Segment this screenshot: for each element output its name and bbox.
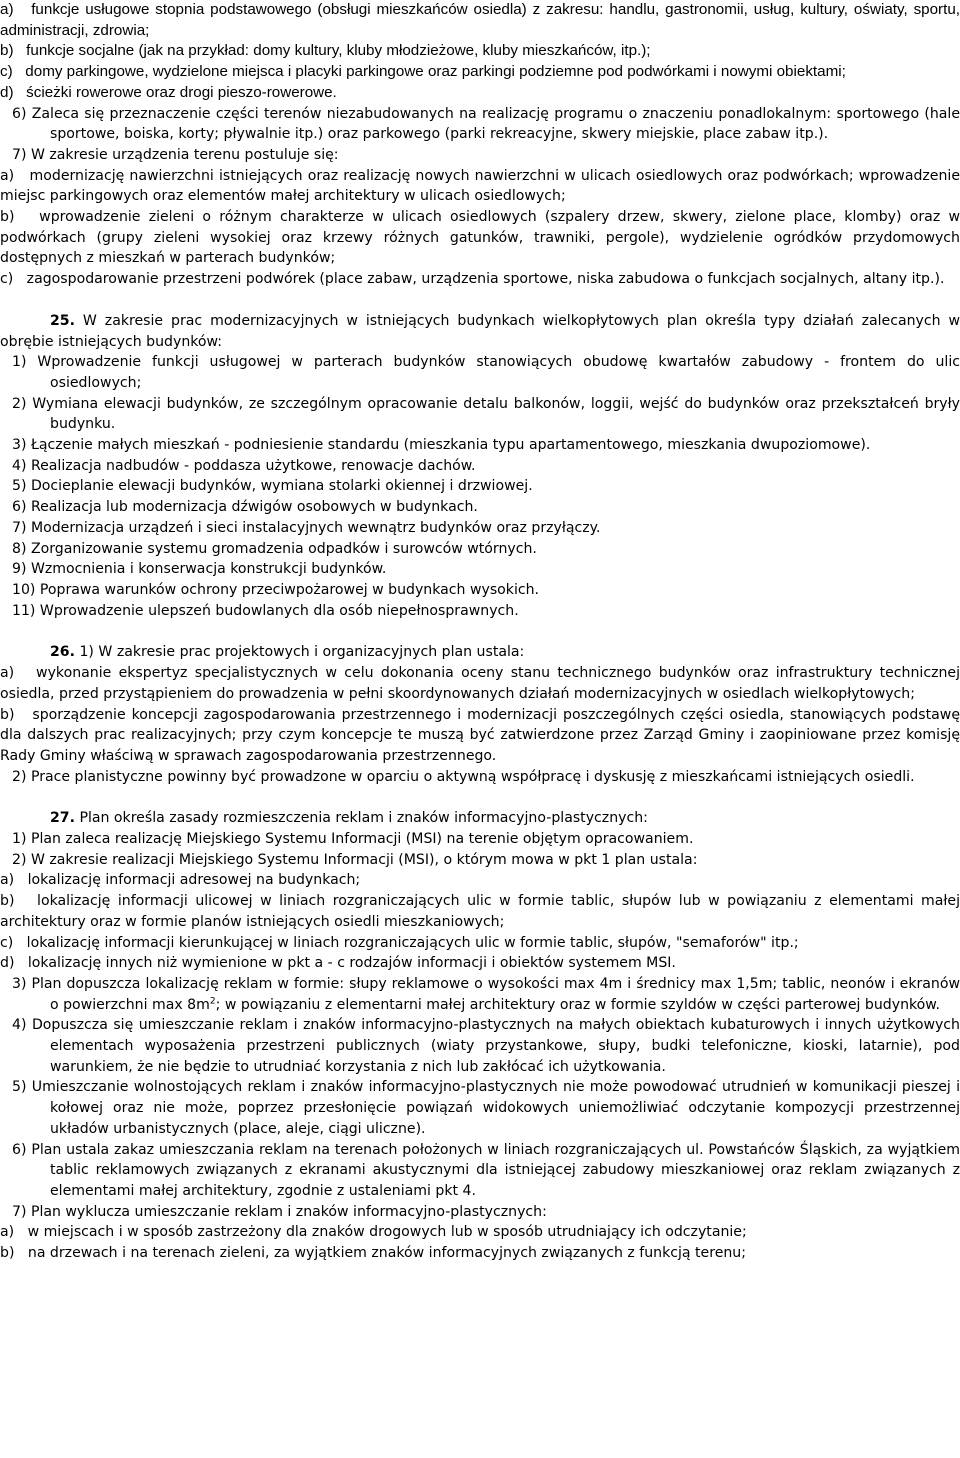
list-item: 2) Prace planistyczne powinny być prowadzone w oparciu o aktywną współpracę i dyskusję z mieszkańcami istniejących osiedli. — [12, 768, 915, 785]
list-item: c) zagospodarowanie przestrzeni podwórek (place zabaw, urządzenia sportowe, niska zabudowa o funkcjach socjalnych, altany itp.). — [0, 271, 945, 288]
item-text: 3) Plan dopuszcza lokalizację reklam w formie: słupy reklamowe o wysokości max 4m i średnicy max 1,5m; tablic, neonów i ekranów o powierzchni max 8m — [12, 975, 960, 1013]
list-item: a) wykonanie ekspertyz specjalistycznych w celu dokonania oceny stanu technicznego budynków oraz infrastruktury technicznej osiedla, przed przystąpieniem do prowadzenia w pełni skoordynowanych działań modernizacyjnych w osiedlach wielkopłytowych; — [0, 665, 960, 702]
item-text: ; w powiązaniu z elementarni małej architektury oraz w formie szyldów w części parterowej budynków. — [215, 996, 940, 1013]
section-25 — [0, 311, 960, 352]
section-number: 25. — [50, 312, 75, 329]
list-item: b) funkcje socjalne (jak na przykład: domy kultury, kluby młodzieżowe, kluby mieszkańców, itp.); — [0, 42, 651, 60]
list-item: 7) Modernizacja urządzeń i sieci instalacyjnych wewnątrz budynków oraz przyłączy. — [12, 519, 601, 536]
paragraph-7: 7) W zakresie urządzenia terenu postuluje się: — [12, 146, 339, 163]
list-item: 1) Wprowadzenie funkcji usługowej w parterach budynków stanowiących obudowę kwartałów zabudowy - frontem do ulic osiedlowych; — [12, 354, 960, 391]
list-item: d) lokalizację innych niż wymienione w pkt a - c rodzajów informacji i obiektów systemem MSI. — [0, 955, 676, 972]
list-item: 7) Plan wyklucza umieszczanie reklam i znaków informacyjno-plastycznych: — [12, 1203, 547, 1220]
paragraph-6: 6) Zaleca się przeznaczenie części terenów niezabudowanych na realizację programu o znaczeniu ponadlokalnym: sportowego (hale sportowe, boiska, korty; pływalnie itp.) oraz parkowego (parki rekreacyjne, skwery miejskie, place zabaw itp.). — [12, 105, 960, 143]
list-item: b) na drzewach i na terenach zieleni, za wyjątkiem znaków informacyjnych związanych z funkcją terenu; — [0, 1245, 746, 1262]
list-item: b) wprowadzenie zieleni o różnym charakterze w ulicach osiedlowych (szpalery drzew, skwery, zielone place, klomby) oraz w podwórkach (grupy zieleni wysokiej oraz krzewy różnych gatunków, trawniki, pergole), wydzielenie ogródków przydomowych dostępnych z mieszkań w parterach budynków; — [0, 209, 960, 267]
list-item: 5) Docieplanie elewacji budynków, wymiana stolarki okiennej i drzwiowej. — [12, 478, 533, 495]
list-item: 1) Plan zaleca realizację Miejskiego Systemu Informacji (MSI) na terenie objętym opracowaniem. — [12, 831, 694, 848]
list-item: 2) Wymiana elewacji budynków, ze szczególnym opracowanie detalu balkonów, loggii, wejść do budynków oraz przekształceń bryły budynku. — [12, 395, 960, 433]
section-intro: Plan określa zasady rozmieszczenia reklam i znaków informacyjno-plastycznych: — [79, 810, 648, 827]
section-number: 26. — [50, 644, 75, 661]
list-item: 6) Plan ustala zakaz umieszczania reklam na terenach położonych w liniach rozgraniczających ul. Powstańców Śląskich, za wyjątkiem tablic reklamowych związanych z ekranami akustycznymi dla istniejącej zabudowy mieszkaniowej oraz reklam związanych z elementami małej architektury, zgodnie z ustaleniami pkt 4. — [12, 1141, 960, 1199]
section-26 — [0, 642, 960, 663]
list-item: 10) Poprawa warunków ochrony przeciwpożarowej w budynkach wysokich. — [12, 581, 540, 598]
list-item: 4) Dopuszcza się umieszczanie reklam i znaków informacyjno-plastycznych na małych obiektach kubaturowych i innych użytkowych elementach wyposażenia przestrzeni publicznych (wiaty przystankowe, słupy, budki telefoniczne, kioski, latarnie), pod warunkiem, że nie będzie to utrudniać korzystania z nich lub zakłócać ich użytkowania. — [12, 1017, 960, 1075]
list-item: 6) Realizacja lub modernizacja dźwigów osobowych w budynkach. — [12, 499, 478, 516]
list-item — [0, 974, 960, 1015]
list-item: 11) Wprowadzenie ulepszeń budowlanych dla osób niepełnosprawnych. — [12, 602, 519, 619]
list-item: c) domy parkingowe, wydzielone miejsca i placyki parkingowe oraz parkingi podziemne pod podwórkami i nowymi obiektami; — [0, 63, 846, 81]
list-item: 5) Umieszczanie wolnostojących reklam i znaków informacyjno-plastycznych nie może powodować utrudnień w komunikacji pieszej i kołowej oraz nie może, poprzez przesłonięcie powiązań widokowych uniemożliwiać odczytanie kompozycji przestrzennej układów urbanistycznych (place, aleje, ciągi uliczne). — [12, 1079, 960, 1137]
section-number: 27. — [50, 810, 75, 827]
section-intro: 1) W zakresie prac projektowych i organizacyjnych plan ustala: — [79, 644, 525, 661]
list-item: 9) Wzmocnienia i konserwacja konstrukcji budynków. — [12, 561, 387, 578]
list-item: 2) W zakresie realizacji Miejskiego Systemu Informacji (MSI), o którym mowa w pkt 1 plan ustala: — [12, 851, 698, 868]
list-item: a) funkcje usługowe stopnia podstawowego (obsługi mieszkańców osiedla) z zakresu: handlu, gastronomii, usług, kultury, oświaty, sportu, administracji, zdrowia; — [0, 1, 960, 39]
list-item: a) w miejscach i w sposób zastrzeżony dla znaków drogowych lub w sposób utrudniający ich odczytanie; — [0, 1224, 747, 1241]
list-item: 3) Łączenie małych mieszkań - podniesienie standardu (mieszkania typu apartamentowego, mieszkania dwupoziomowe). — [12, 437, 871, 454]
list-item: 8) Zorganizowanie systemu gromadzenia odpadków i surowców wtórnych. — [12, 540, 537, 557]
list-item: a) modernizację nawierzchni istniejących oraz realizację nowych nawierzchni w ulicach osiedlowych oraz podwórkach; wprowadzenie miejsc parkingowych oraz elementów małej architektury w ulicach osiedlowych; — [0, 167, 960, 205]
list-item: b) sporządzenie koncepcji zagospodarowania przestrzennego i modernizacji poszczególnych części osiedla, stanowiących podstawę dla dalszych prac realizacyjnych; przy czym koncepcje te muszą być zatwierdzone przez Zarząd Gminy i zaopiniowane przez komisję Rady Gminy właściwą w sprawach zagospodarowania przestrzennego. — [0, 706, 960, 764]
list-item: b) lokalizację informacji ulicowej w liniach rozgraniczających ulic w formie tablic, słupów lub w powiązaniu z elementami małej architektury oraz w formie planów istniejących osiedli mieszkaniowych; — [0, 893, 960, 930]
list-item: a) lokalizację informacji adresowej na budynkach; — [0, 872, 361, 889]
list-item: 4) Realizacja nadbudów - poddasza użytkowe, renowacje dachów. — [12, 457, 476, 474]
section-intro: W zakresie prac modernizacyjnych w istniejących budynkach wielkopłytowych plan określa typy działań zalecanych w obrębie istniejących budynków: — [0, 312, 960, 350]
list-item: d) ścieżki rowerowe oraz drogi pieszo-rowerowe. — [0, 83, 337, 101]
superscript: 2 — [209, 995, 216, 1006]
list-item: c) lokalizację informacji kierunkującej w liniach rozgraniczających ulic w formie tablic, słupów, "semaforów" itp.; — [0, 934, 799, 951]
section-27 — [0, 808, 960, 829]
